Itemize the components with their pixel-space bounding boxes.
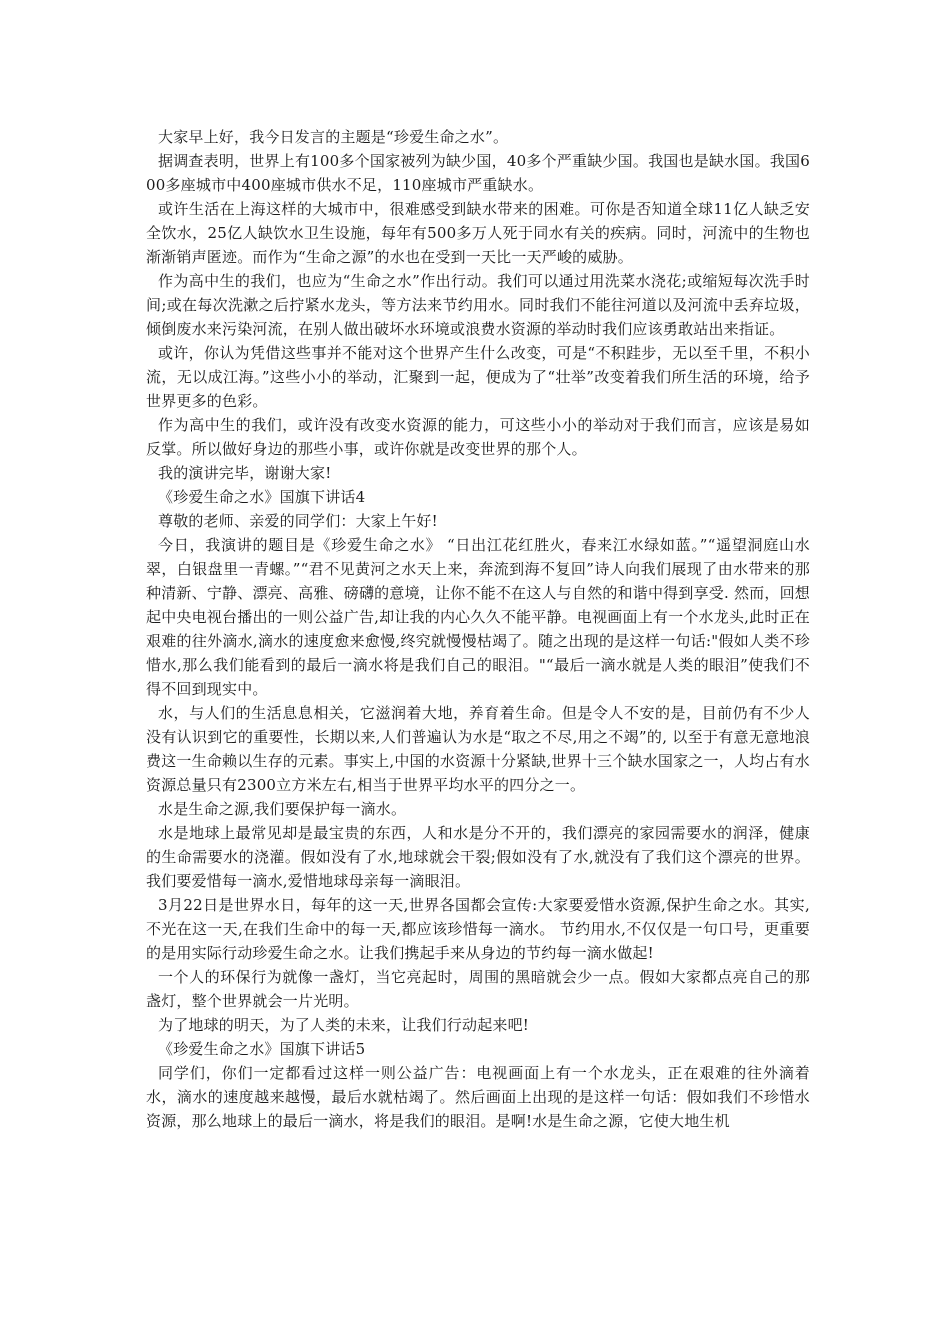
paragraph-small-steps: 或许，你认为凭借这些事并不能对这个世界产生什么改变，可是“不积跬步，无以至千里，不积小流，无以成江海。”这些小小的举动，汇聚到一起，便成为了“壮举”改变着我们所生活的环境，给予世界更多的色彩。: [146, 344, 810, 410]
document-page: [146, 125, 810, 1133]
paragraph-poems: 今日，我演讲的题目是《珍爱生命之水》 “日出江花红胜火，春来江水绿如蓝。”“遥望洞庭山水翠，白银盘里一青螺。”“君不见黄河之水天上来，奔流到海不复回”诗人向我们展现了由水带来的那种清新、宁静、漂亮、高雅、磅礴的意境，让你不能不在这人与自然的和谐中得到享受. 然而，回想起中央电视台播出的一则公益广告,却让我的内心久久不能平静。电视画面上有一个水龙头,此时正在艰难的往外滴水,滴水的速度愈来愈慢,终究就慢慢枯竭了。随之出现的是这样一句话:"假如人类不珍惜水,那么我们能看到的最后一滴水将是我们自己的眼泪。"“最后一滴水就是人类的眼泪”使我们不得不回到现实中。: [146, 536, 810, 698]
paragraph-actions: 作为高中生的我们，也应为“生命之水”作出行动。我们可以通过用洗菜水浇花;或缩短每次洗手时间;或在每次洗漱之后拧紧水龙头，等方法来节约用水。同时我们不能往河道以及河流中丢弃垃圾，倾倒废水来污染河流，在别人做出破坏水环境或浪费水资源的举动时我们应该勇敢站出来指证。: [146, 272, 810, 338]
paragraph-public-ad: 同学们，你们一定都看过这样一则公益广告：电视画面上有一个水龙头，正在艰难的往外滴着水，滴水的速度越来越慢，最后水就枯竭了。然后画面上出现的是这样一句话：假如我们不珍惜水资源，那么地球上的最后一滴水，将是我们的眼泪。是啊!水是生命之源，它使大地生机: [146, 1064, 810, 1130]
section-title-speech-4: 《珍爱生命之水》国旗下讲话4: [158, 488, 366, 506]
paragraph-greeting: 大家早上好，我今日发言的主题是“珍爱生命之水”。: [158, 128, 509, 146]
paragraph-salutation: 尊敬的老师、亲爱的同学们：大家上午好!: [158, 512, 438, 530]
paragraph-call-to-action: 为了地球的明天，为了人类的未来，让我们行动起来吧!: [158, 1016, 530, 1034]
paragraph-closing: 我的演讲完毕，谢谢大家!: [158, 464, 332, 482]
paragraph-water-day: 3月22日是世界水日，每年的这一天,世界各国都会宣传:大家要爱惜水资源,保护生命之水。其实,不光在这一天,在我们生命中的每一天,都应该珍惜每一滴水。 节约用水,不仅仅是一句口号，更重要的是用实际行动珍爱生命之水。让我们携起手来从身边的节约每一滴水做起!: [146, 896, 810, 962]
paragraph-water-life: 水，与人们的生活息息相关，它滋润着大地，养育着生命。但是令人不安的是，目前仍有不少人没有认识到它的重要性，长期以来,人们普遍认为水是“取之不尽,用之不竭”的, 以至于有意无意地浪费这一生命赖以生存的元素。事实上,中国的水资源十分紧缺,世界十三个缺水国家之一，人均占有水资源总量只有2300立方米左右,相当于世界平均水平的四分之一。: [146, 704, 810, 794]
paragraph-protect-water: 水是生命之源,我们要保护每一滴水。: [158, 800, 407, 818]
section-title-speech-5: 《珍爱生命之水》国旗下讲话5: [158, 1040, 366, 1058]
paragraph-precious: 水是地球上最常见却是最宝贵的东西，人和水是分不开的，我们漂亮的家园需要水的润泽，健康的生命需要水的浇灌。假如没有了水,地球就会干裂;假如没有了水,就没有了我们这个漂亮的世界。我们要爱惜每一滴水,爱惜地球母亲每一滴眼泪。: [146, 824, 810, 890]
paragraph-lamp: 一个人的环保行为就像一盏灯，当它亮起时，周围的黑暗就会少一点。假如大家都点亮自己的那盏灯，整个世界就会一片光明。: [146, 968, 810, 1010]
paragraph-survey: 据调查表明，世界上有100多个国家被列为缺少国，40多个严重缺少国。我国也是缺水国。我国600多座城市中400座城市供水不足，110座城市严重缺水。: [146, 152, 810, 194]
paragraph-change-world: 作为高中生的我们，或许没有改变水资源的能力，可这些小小的举动对于我们而言，应该是易如反掌。所以做好身边的那些小事，或许你就是改变世界的那个人。: [146, 416, 810, 458]
paragraph-shanghai: 或许生活在上海这样的大城市中，很难感受到缺水带来的困难。可你是否知道全球11亿人缺乏安全饮水，25亿人缺饮水卫生设施，每年有500多万人死于同水有关的疾病。同时，河流中的生物也渐渐销声匿迹。而作为“生命之源”的水也在受到一天比一天严峻的威胁。: [146, 200, 810, 266]
